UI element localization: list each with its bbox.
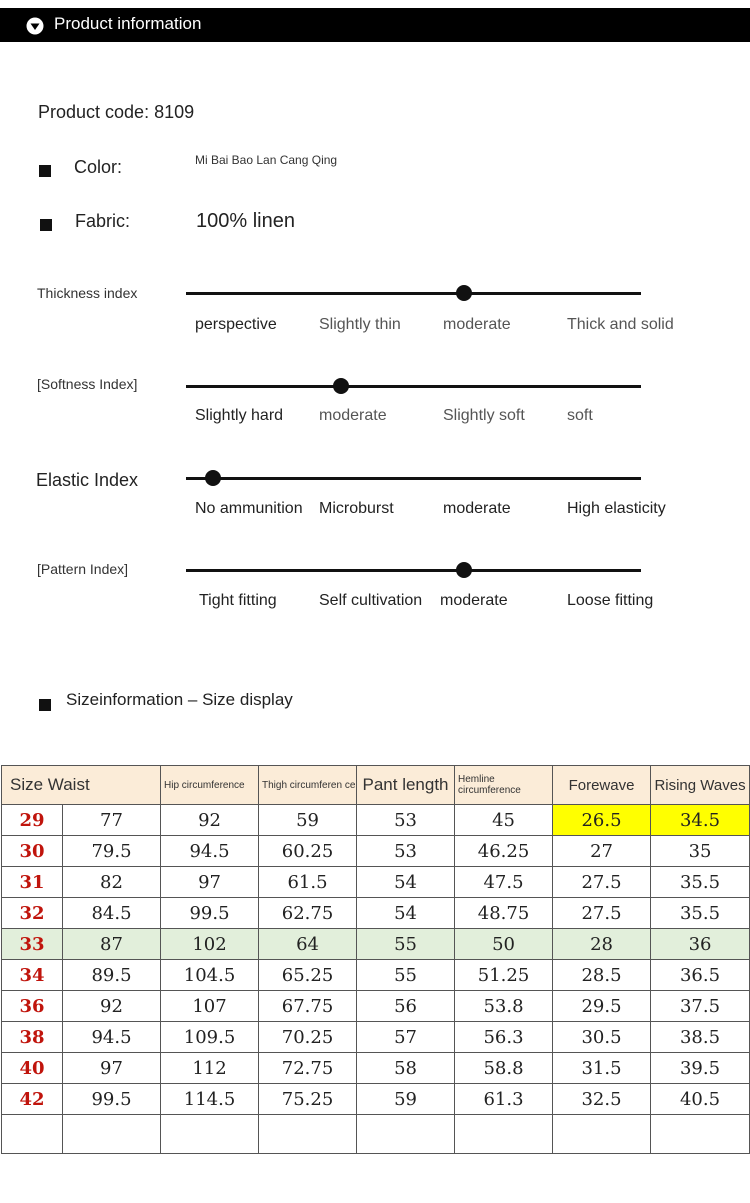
table-cell: 112 [161, 1053, 259, 1084]
table-cell: 56.3 [455, 1022, 553, 1053]
table-cell [553, 1115, 651, 1154]
table-cell: 54 [357, 867, 455, 898]
table-cell: 57 [357, 1022, 455, 1053]
size-cell: 30 [2, 836, 63, 867]
index-option: Microburst [319, 500, 394, 517]
table-cell [455, 1115, 553, 1154]
table-cell: 97 [63, 1053, 161, 1084]
size-cell: 38 [2, 1022, 63, 1053]
table-cell: 59 [259, 805, 357, 836]
table-cell: 61.5 [259, 867, 357, 898]
table-cell: 99.5 [63, 1084, 161, 1115]
table-cell: 55 [357, 960, 455, 991]
table-cell [651, 1115, 750, 1154]
header-hemline: Hemline circumference [455, 766, 553, 805]
table-cell: 64 [259, 929, 357, 960]
table-cell: 35.5 [651, 867, 750, 898]
header-size-waist: Size Waist [2, 766, 161, 805]
bullet-square-icon [39, 699, 51, 711]
index-option: Slightly hard [195, 407, 284, 424]
table-row [2, 805, 750, 836]
header-rising-waves: Rising Waves [651, 766, 750, 805]
index-option: Tight fitting [199, 592, 277, 609]
index-option: moderate [319, 407, 387, 424]
table-cell: 107 [161, 991, 259, 1022]
table-row [2, 1053, 750, 1084]
chevron-down-icon [26, 17, 44, 35]
index-label: [Pattern Index] [37, 561, 129, 577]
size-table [1, 765, 750, 1154]
color-label: Color: [74, 157, 123, 177]
index-option: Slightly thin [319, 316, 401, 333]
table-cell: 82 [63, 867, 161, 898]
table-cell: 51.25 [455, 960, 553, 991]
table-row [2, 898, 750, 929]
index-option: Self cultivation [319, 592, 423, 609]
table-cell: 53 [357, 805, 455, 836]
table-cell: 54 [357, 898, 455, 929]
size-section-title: Sizeinformation – Size display [66, 690, 293, 709]
table-cell: 94.5 [63, 1022, 161, 1053]
table-cell: 59 [357, 1084, 455, 1115]
table-row [2, 1022, 750, 1053]
index-option: Loose fitting [567, 592, 654, 609]
table-cell: 67.75 [259, 991, 357, 1022]
index-label: [Softness Index] [37, 376, 138, 392]
table-cell: 35.5 [651, 898, 750, 929]
index-option: moderate [443, 500, 511, 517]
table-cell: 26.5 [553, 805, 651, 836]
table-cell: 39.5 [651, 1053, 750, 1084]
index-scale-line [186, 569, 641, 572]
table-cell: 89.5 [63, 960, 161, 991]
table-cell: 34.5 [651, 805, 750, 836]
header-hip: Hip circumference [161, 766, 259, 805]
table-cell: 60.25 [259, 836, 357, 867]
table-cell: 97 [161, 867, 259, 898]
bullet-square-icon [39, 165, 51, 177]
table-cell: 87 [63, 929, 161, 960]
table-cell: 30.5 [553, 1022, 651, 1053]
size-cell: 36 [2, 991, 63, 1022]
table-cell [357, 1115, 455, 1154]
table-cell [63, 1115, 161, 1154]
index-marker-dot [333, 378, 349, 394]
index-scale-line [186, 477, 641, 480]
table-cell: 62.75 [259, 898, 357, 929]
table-cell: 94.5 [161, 836, 259, 867]
table-row [2, 867, 750, 898]
table-row [2, 929, 750, 960]
table-cell: 46.25 [455, 836, 553, 867]
table-cell: 56 [357, 991, 455, 1022]
size-cell: 33 [2, 929, 63, 960]
table-cell: 72.75 [259, 1053, 357, 1084]
header-pant-length: Pant length [357, 766, 455, 805]
table-cell: 27.5 [553, 867, 651, 898]
table-cell: 104.5 [161, 960, 259, 991]
table-cell: 75.25 [259, 1084, 357, 1115]
table-cell [259, 1115, 357, 1154]
index-scale-line [186, 292, 641, 295]
table-cell: 32.5 [553, 1084, 651, 1115]
table-cell: 28.5 [553, 960, 651, 991]
index-option: Slightly soft [443, 407, 525, 424]
index-label: Elastic Index [36, 470, 139, 490]
header-forewave: Forewave [553, 766, 651, 805]
index-option: moderate [440, 592, 508, 609]
table-cell: 28 [553, 929, 651, 960]
index-label: Thickness index [37, 285, 138, 301]
table-cell: 58.8 [455, 1053, 553, 1084]
table-cell: 29.5 [553, 991, 651, 1022]
table-cell: 47.5 [455, 867, 553, 898]
table-cell: 55 [357, 929, 455, 960]
section-header [0, 8, 750, 42]
index-scale-line [186, 385, 641, 388]
table-cell [2, 1115, 63, 1154]
table-cell: 31.5 [553, 1053, 651, 1084]
size-cell: 34 [2, 960, 63, 991]
index-option: perspective [195, 316, 277, 333]
table-row [2, 991, 750, 1022]
size-cell: 32 [2, 898, 63, 929]
index-option: High elasticity [567, 500, 666, 517]
fabric-value: 100% linen [196, 210, 295, 232]
table-cell: 48.75 [455, 898, 553, 929]
index-option: No ammunition [195, 500, 303, 517]
table-cell: 38.5 [651, 1022, 750, 1053]
table-cell: 77 [63, 805, 161, 836]
fabric-label: Fabric: [75, 211, 131, 231]
table-cell: 84.5 [63, 898, 161, 929]
table-cell: 27 [553, 836, 651, 867]
table-cell: 65.25 [259, 960, 357, 991]
table-cell: 45 [455, 805, 553, 836]
index-option: moderate [443, 316, 511, 333]
table-cell: 70.25 [259, 1022, 357, 1053]
table-cell: 79.5 [63, 836, 161, 867]
size-cell: 40 [2, 1053, 63, 1084]
table-cell: 53.8 [455, 991, 553, 1022]
table-row [2, 960, 750, 991]
index-marker-dot [456, 285, 472, 301]
table-header-row [2, 766, 750, 805]
table-cell: 92 [161, 805, 259, 836]
index-option: soft [567, 407, 593, 424]
size-cell: 42 [2, 1084, 63, 1115]
table-cell: 50 [455, 929, 553, 960]
bullet-square-icon [40, 219, 52, 231]
index-marker-dot [205, 470, 221, 486]
table-cell: 58 [357, 1053, 455, 1084]
table-cell: 99.5 [161, 898, 259, 929]
table-cell: 36 [651, 929, 750, 960]
header-thigh: Thigh circumferen ce [259, 766, 357, 805]
index-option: Thick and solid [567, 316, 674, 333]
size-cell: 29 [2, 805, 63, 836]
table-cell [161, 1115, 259, 1154]
product-code: Product code: 8109 [38, 102, 195, 122]
table-cell: 40.5 [651, 1084, 750, 1115]
table-cell: 27.5 [553, 898, 651, 929]
table-cell: 114.5 [161, 1084, 259, 1115]
table-cell: 36.5 [651, 960, 750, 991]
table-cell: 53 [357, 836, 455, 867]
table-cell: 61.3 [455, 1084, 553, 1115]
size-cell: 31 [2, 867, 63, 898]
table-cell: 109.5 [161, 1022, 259, 1053]
table-cell: 102 [161, 929, 259, 960]
table-body [2, 805, 750, 1154]
index-marker-dot [456, 562, 472, 578]
table-cell: 35 [651, 836, 750, 867]
table-cell: 92 [63, 991, 161, 1022]
table-row-empty [2, 1115, 750, 1154]
color-value: Mi Bai Bao Lan Cang Qing [195, 153, 338, 167]
table-cell: 37.5 [651, 991, 750, 1022]
section-title: Product information [54, 14, 202, 33]
table-row [2, 1084, 750, 1115]
table-row [2, 836, 750, 867]
